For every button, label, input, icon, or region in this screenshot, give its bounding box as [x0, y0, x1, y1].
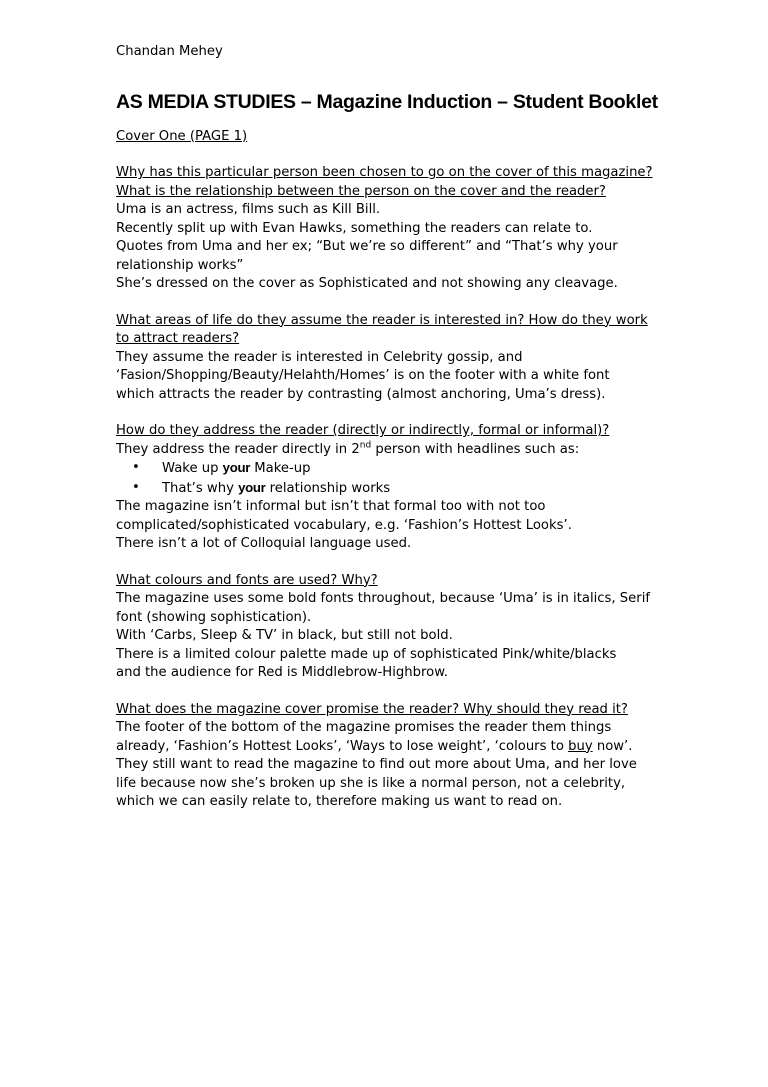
- author-name: Chandan Mehey: [116, 44, 223, 59]
- answer-line: font (showing sophistication).: [116, 609, 312, 625]
- bullet-emphasis: your: [238, 479, 266, 495]
- answer-line: The magazine isn’t informal but isn’t that formal too with not too: [116, 499, 546, 514]
- bullet-text: Make-up: [250, 461, 311, 476]
- answer-line: The magazine uses some bold fonts throughout, because ‘Uma’ is in italics, Serif: [116, 591, 651, 606]
- answer-line: They still want to read the magazine to find out more about Uma, and her love: [116, 757, 637, 772]
- intro-text: They address the reader directly in 2: [116, 441, 360, 457]
- answer-line: She’s dressed on the cover as Sophisticated and not showing any cleavage.: [116, 276, 618, 291]
- section-person-on-cover: [116, 164, 662, 294]
- answer-line: which we can easily relate to, therefore making us want to read on.: [116, 794, 563, 809]
- answer-text: already, ‘Fashion’s Hottest Looks’, ‘Ways to lose weight’, ‘colours to: [116, 738, 569, 754]
- answer-line: Quotes from Uma and her ex; “But we’re so different” and “That’s why your: [116, 239, 618, 254]
- question-line: Why has this particular person been chosen to go on the cover of this magazine?: [116, 165, 653, 180]
- document-title: AS MEDIA STUDIES – Magazine Induction – Student Booklet: [116, 90, 658, 113]
- answer-line: complicated/sophisticated vocabulary, e.g. ‘Fashion’s Hottest Looks’.: [116, 517, 572, 533]
- bullet-text: relationship works: [265, 480, 391, 496]
- question-line: How do they address the reader (directly or indirectly, formal or informal)?: [116, 423, 610, 438]
- answer-line: With ‘Carbs, Sleep & TV’ in black, but still not bold.: [116, 628, 453, 643]
- headline-list: [116, 459, 662, 498]
- list-item: [132, 459, 662, 479]
- answer-line: Uma is an actress, films such as Kill Bill.: [116, 202, 381, 217]
- answer-line: ‘Fasion/Shopping/Beauty/Helahth/Homes’ is on the footer with a white font: [116, 368, 610, 383]
- section-cover-promise: [116, 701, 662, 812]
- section-address-reader: [116, 422, 662, 554]
- intro-text: person with headlines such as:: [371, 441, 580, 457]
- question-line: What does the magazine cover promise the reader? Why should they read it?: [116, 701, 628, 717]
- cover-heading: Cover One (PAGE 1): [116, 128, 248, 144]
- question-line: What is the relationship between the person on the cover and the reader?: [116, 183, 606, 199]
- bullet-icon: •: [132, 460, 140, 475]
- answer-text: now’.: [592, 738, 633, 754]
- document-body: [116, 43, 662, 830]
- bullet-text: Wake up: [162, 461, 223, 476]
- answer-line: There is a limited colour palette made up of sophisticated Pink/white/blacks: [116, 646, 617, 662]
- answer-line: The footer of the bottom of the magazine promises the reader them things: [116, 720, 612, 735]
- answer-line: life because now she’s broken up she is like a normal person, not a celebrity,: [116, 775, 626, 791]
- list-item: [132, 479, 662, 499]
- answer-intro-line: [116, 441, 662, 460]
- section-areas-of-life: [116, 312, 662, 405]
- section-colours-fonts: [116, 572, 662, 683]
- bullet-icon: •: [132, 479, 140, 495]
- answer-line: and the audience for Red is Middlebrow-Highbrow.: [116, 665, 448, 680]
- answer-line: relationship works”: [116, 257, 244, 273]
- answer-line: Recently split up with Evan Hawks, something the readers can relate to.: [116, 220, 593, 236]
- bullet-text: That’s why: [162, 480, 239, 496]
- answer-line: There isn’t a lot of Colloquial language used.: [116, 536, 412, 551]
- answer-line: They assume the reader is interested in Celebrity gossip, and: [116, 349, 523, 365]
- ordinal-superscript: nd: [359, 440, 372, 451]
- bullet-emphasis: your: [222, 460, 251, 475]
- question-line: to attract readers?: [116, 331, 240, 346]
- underlined-word: buy: [568, 738, 593, 754]
- question-line: What areas of life do they assume the reader is interested in? How do they work: [116, 312, 648, 328]
- question-line: What colours and fonts are used? Why?: [116, 572, 378, 588]
- answer-line: [116, 738, 662, 757]
- answer-line: which attracts the reader by contrasting (almost anchoring, Uma’s dress).: [116, 386, 606, 402]
